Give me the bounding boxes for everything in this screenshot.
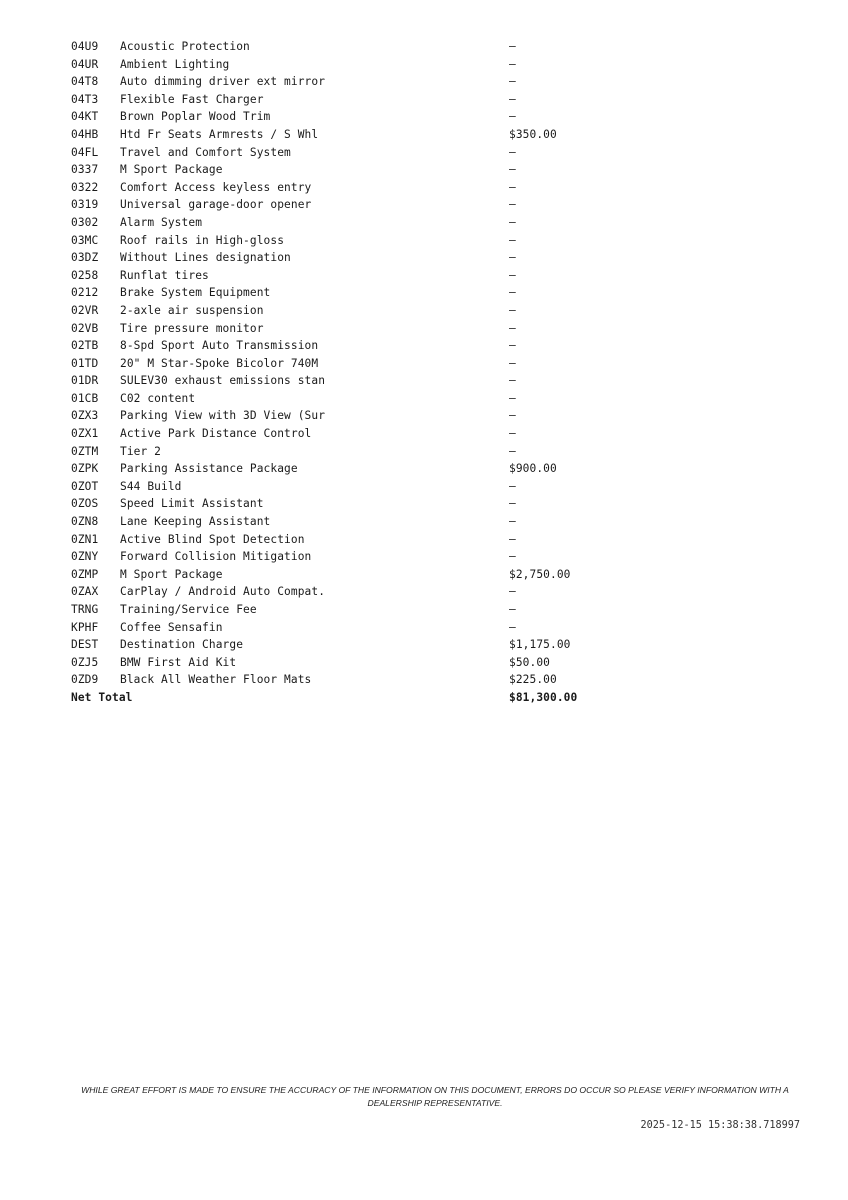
option-price: — (509, 515, 516, 529)
option-price: — (509, 321, 516, 335)
option-code: DEST (71, 638, 99, 652)
option-row (71, 407, 631, 425)
option-code: 0337 (71, 163, 99, 177)
option-description: Brake System Equipment (120, 286, 271, 300)
option-price: $225.00 (509, 673, 557, 687)
option-price: — (509, 163, 516, 177)
option-price: — (509, 391, 516, 405)
option-row (71, 73, 631, 91)
option-row (71, 443, 631, 461)
option-code: 02VB (71, 321, 99, 335)
option-price: — (509, 339, 516, 353)
option-row (71, 619, 631, 637)
option-code: 0ZMP (71, 567, 99, 581)
option-code: 01CB (71, 391, 99, 405)
option-row (71, 495, 631, 513)
option-description: CarPlay / Android Auto Compat. (120, 585, 326, 599)
option-price: — (509, 215, 516, 229)
option-code: 03DZ (71, 251, 99, 265)
option-price: — (509, 40, 516, 53)
option-row (71, 460, 631, 478)
option-price: — (509, 603, 516, 616)
option-price: $350.00 (509, 127, 557, 141)
option-row (71, 232, 631, 250)
option-row (71, 126, 631, 144)
option-code: 0ZX1 (71, 427, 99, 441)
option-code: 0ZPK (71, 462, 99, 476)
option-price: — (509, 550, 516, 564)
option-code: 04T8 (71, 75, 99, 89)
net-total-value: $81,300.00 (509, 690, 578, 704)
option-description: Universal garage-door opener (120, 198, 312, 212)
option-description: C02 content (120, 391, 196, 405)
timestamp: 2025-12-15 15:38:38.718997 (640, 1120, 800, 1131)
option-row (71, 337, 631, 355)
option-row (71, 161, 631, 179)
option-description: Comfort Access keyless entry (120, 180, 312, 194)
option-row (71, 355, 631, 373)
option-row (71, 196, 631, 214)
option-row (71, 91, 631, 109)
option-code: 0212 (71, 286, 99, 300)
option-description: Tire pressure monitor (120, 321, 264, 335)
option-price: $1,175.00 (509, 638, 571, 652)
option-code: 0ZX3 (71, 409, 99, 423)
option-description: SULEV30 exhaust emissions stan (120, 374, 326, 388)
option-description: Parking View with 3D View (Sur (120, 409, 326, 423)
option-row (71, 372, 631, 390)
option-description: M Sport Package (120, 567, 223, 581)
option-code: KPHF (71, 620, 99, 634)
option-row (71, 601, 631, 619)
option-price: — (509, 409, 516, 423)
option-row (71, 56, 631, 74)
option-row (71, 583, 631, 601)
option-price: — (509, 620, 516, 634)
option-price: — (509, 57, 516, 71)
option-price: — (509, 198, 516, 212)
option-description: Parking Assistance Package (120, 462, 298, 476)
option-description: Roof rails in High-gloss (120, 233, 285, 247)
option-price: — (509, 303, 516, 317)
option-row (71, 654, 631, 672)
option-price: — (509, 479, 516, 493)
option-description: Travel and Comfort System (120, 145, 291, 159)
net-total-label: Net Total (71, 690, 133, 704)
option-code: 04FL (71, 145, 99, 159)
option-description: Flexible Fast Charger (120, 92, 264, 106)
option-price: — (509, 444, 516, 458)
option-row (71, 214, 631, 232)
option-description: Lane Keeping Assistant (120, 515, 271, 529)
option-description: Training/Service Fee (120, 603, 257, 616)
option-description: Tier 2 (120, 444, 162, 458)
option-description: BMW First Aid Kit (120, 655, 237, 669)
option-price: — (509, 585, 516, 599)
option-row (71, 267, 631, 285)
option-description: Speed Limit Assistant (120, 497, 264, 511)
option-code: 0ZJ5 (71, 655, 99, 669)
option-price: — (509, 427, 516, 441)
option-price: — (509, 92, 516, 106)
option-price: — (509, 180, 516, 194)
option-row (71, 108, 631, 126)
option-code: 03MC (71, 233, 99, 247)
option-row (71, 284, 631, 302)
option-price: — (509, 356, 516, 370)
option-row (71, 548, 631, 566)
option-description: 20" M Star-Spoke Bicolor 740M (120, 356, 319, 370)
option-description: Brown Poplar Wood Trim (120, 110, 271, 124)
option-description: Htd Fr Seats Armrests / S Whl (120, 127, 319, 141)
option-description: Forward Collision Mitigation (120, 550, 312, 564)
option-code: 0ZOS (71, 497, 99, 511)
disclaimer-text: WHILE GREAT EFFORT IS MADE TO ENSURE THE ACCURACY OF THE INFORMATION ON THIS DOCUMENT, ERRORS DO OCCUR SO PLEASE VERIFY INFORMATION WITH A DEALERSHIP REPRESENTATIVE. (81, 1085, 789, 1108)
option-row (71, 425, 631, 443)
option-description: Ambient Lighting (120, 57, 230, 71)
option-row (71, 478, 631, 496)
option-code: 0ZOT (71, 479, 99, 493)
option-price: — (509, 268, 516, 282)
option-price: — (509, 145, 516, 159)
option-code: 01TD (71, 356, 99, 370)
option-description: Destination Charge (120, 638, 244, 652)
option-code: 0ZD9 (71, 673, 99, 687)
option-row (71, 566, 631, 584)
option-code: 0258 (71, 268, 99, 282)
option-price: — (509, 251, 516, 265)
option-price: $2,750.00 (509, 567, 571, 581)
option-row (71, 531, 631, 549)
option-price: — (509, 497, 516, 511)
option-code: 0ZN8 (71, 515, 99, 529)
option-code: 02VR (71, 303, 99, 317)
option-description: Acoustic Protection (120, 40, 250, 53)
option-code: 02TB (71, 339, 99, 353)
option-code: 01DR (71, 374, 99, 388)
option-code: 0319 (71, 198, 99, 212)
option-description: Active Blind Spot Detection (120, 532, 305, 546)
option-code: 0ZNY (71, 550, 99, 564)
net-total-row (71, 689, 631, 707)
option-code: 0ZTM (71, 444, 99, 458)
option-price: — (509, 374, 516, 388)
option-code: 0ZN1 (71, 532, 99, 546)
option-row (71, 636, 631, 654)
option-description: Black All Weather Floor Mats (120, 673, 312, 687)
option-row (71, 249, 631, 267)
option-code: TRNG (71, 603, 99, 616)
option-row (71, 390, 631, 408)
option-code: 0ZAX (71, 585, 99, 599)
option-price: — (509, 110, 516, 124)
option-description: 2-axle air suspension (120, 303, 264, 317)
option-description: M Sport Package (120, 163, 223, 177)
option-code: 0302 (71, 215, 99, 229)
option-row (71, 302, 631, 320)
option-description: S44 Build (120, 479, 182, 493)
option-price: $50.00 (509, 655, 551, 669)
option-description: Runflat tires (120, 268, 209, 282)
option-code: 04KT (71, 110, 99, 124)
option-price: — (509, 233, 516, 247)
option-row (71, 144, 631, 162)
option-price: — (509, 532, 516, 546)
option-price: $900.00 (509, 462, 557, 476)
option-description: Without Lines designation (120, 251, 291, 265)
option-code: 04U9 (71, 40, 99, 53)
option-row (71, 513, 631, 531)
option-row (71, 38, 631, 56)
option-price: — (509, 286, 516, 300)
option-description: Coffee Sensafin (120, 620, 223, 634)
option-row (71, 320, 631, 338)
option-code: 04T3 (71, 92, 99, 106)
option-description: 8-Spd Sport Auto Transmission (120, 339, 319, 353)
option-row (71, 671, 631, 689)
option-code: 04HB (71, 127, 99, 141)
option-description: Auto dimming driver ext mirror (120, 75, 326, 89)
option-description: Alarm System (120, 215, 203, 229)
options-table (71, 38, 631, 707)
option-code: 0322 (71, 180, 99, 194)
option-description: Active Park Distance Control (120, 427, 312, 441)
option-code: 04UR (71, 57, 99, 71)
option-price: — (509, 75, 516, 89)
option-row (71, 179, 631, 197)
